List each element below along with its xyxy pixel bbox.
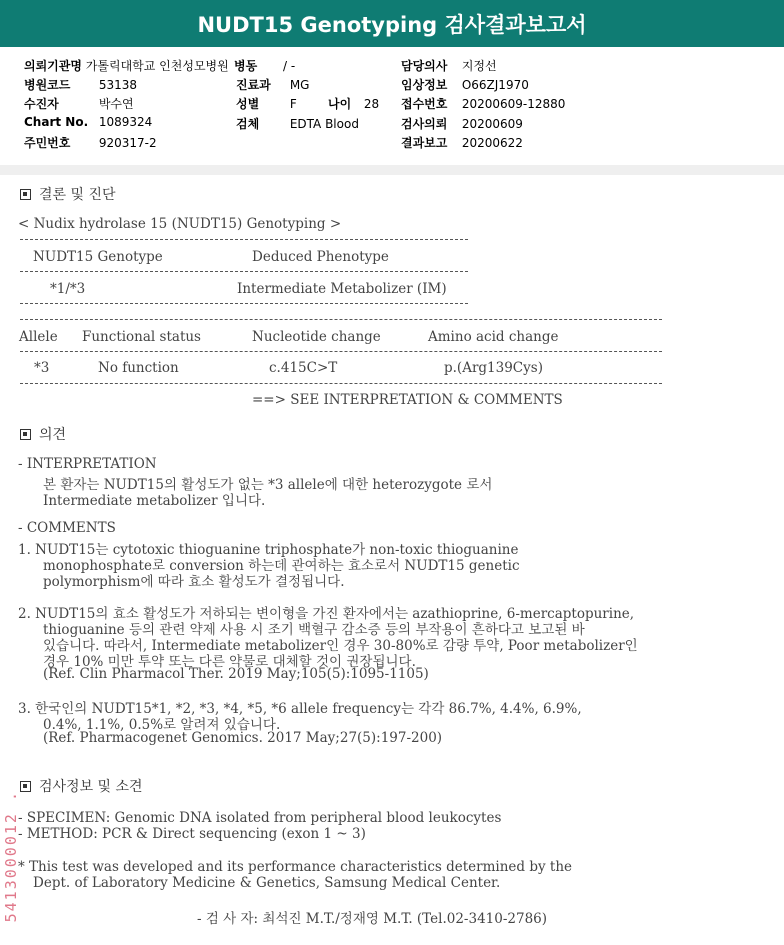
allele-value: *3	[34, 360, 50, 376]
patient-field	[24, 95, 134, 112]
conclusion-section-heading	[20, 184, 116, 204]
opinion-section-heading	[20, 424, 66, 444]
age-label: 나이	[328, 97, 352, 111]
divider	[20, 239, 468, 240]
specimen-field	[236, 115, 359, 132]
hospital-code-value: 53138	[98, 78, 138, 92]
opinion-section-title: 의견	[39, 427, 67, 443]
header-separator	[0, 165, 784, 175]
validation-note: Dept. of Laboratory Medicine & Genetics, Samsung Medical Center.	[33, 875, 501, 891]
chart-number-label: Chart No.	[24, 115, 89, 129]
comment-line: 경우 10% 미만 투약 또는 다른 약물로 대체할 것이 권장됩니다.	[43, 654, 416, 670]
ward-label: 병동	[234, 59, 258, 73]
receipt-number-value: 20200609-12880	[461, 97, 566, 111]
square-bullet-icon	[20, 189, 31, 200]
institution-field	[24, 57, 229, 74]
genotype-header: NUDT15 Genotype	[33, 249, 163, 265]
hospital-code-field	[24, 76, 137, 93]
phenotype-value: Intermediate Metabolizer (IM)	[237, 281, 447, 297]
request-date-label: 검사의뢰	[401, 117, 448, 131]
square-bullet-icon	[20, 429, 31, 440]
amino-column-header: Amino acid change	[428, 329, 559, 345]
clinical-info-value: O66ZJ1970	[461, 78, 529, 92]
hospital-code-label: 병원코드	[24, 78, 71, 92]
nucleotide-column-header: Nucleotide change	[252, 329, 381, 345]
divider	[20, 319, 662, 320]
resident-number-field	[24, 134, 157, 151]
barcode-watermark: 5413000012 .	[2, 790, 20, 923]
clinical-info-label: 임상정보	[401, 78, 448, 92]
comments-heading: - COMMENTS	[18, 520, 116, 536]
comment-reference: (Ref. Clin Pharmacol Ther. 2019 May;105(5):1095-1105)	[43, 666, 429, 682]
report-date-value: 20200622	[461, 136, 523, 150]
method-line: - METHOD: PCR & Direct sequencing (exon 1 ~ 3)	[18, 826, 366, 842]
ward-field	[234, 57, 295, 74]
nucleotide-value: c.415C>T	[269, 360, 338, 376]
receipt-number-field	[401, 95, 565, 112]
institution-label: 의뢰기관명	[24, 59, 82, 73]
report-title: NUDT15 Genotyping 검사결과보고서	[197, 12, 587, 37]
comment-line: 있습니다. 따라서, Intermediate metabolizer인 경우 30-80%로 감량 투약, Poor metabolizer인	[43, 638, 638, 654]
divider	[20, 383, 662, 384]
age-field	[328, 95, 379, 112]
comment-line: 2. NUDT15의 효소 활성도가 저하되는 변이형을 가진 환자에서는 azathioprine, 6-mercaptopurine,	[18, 606, 635, 622]
doctor-field	[401, 57, 497, 74]
department-label: 진료과	[236, 78, 271, 92]
phenotype-header: Deduced Phenotype	[252, 249, 389, 265]
examiner-line: - 검 사 자: 최석진 M.T./정재영 M.T. (Tel.02-3410-2786)	[197, 911, 548, 927]
institution-value: 가톨릭대학교 인천성모병원	[85, 59, 229, 73]
chart-number-value: 1089324	[98, 115, 153, 129]
specimen-line: - SPECIMEN: Genomic DNA isolated from peripheral blood leukocytes	[18, 810, 502, 826]
sex-field	[236, 95, 297, 112]
square-bullet-icon	[20, 781, 31, 792]
department-value: MG	[289, 78, 310, 92]
report-header	[0, 47, 784, 167]
comment-line: 1. NUDT15는 cytotoxic thioguanine triphosphate가 non-toxic thioguanine	[18, 542, 519, 558]
age-value: 28	[363, 97, 380, 111]
specimen-label: 검체	[236, 117, 260, 131]
specimen-value: EDTA Blood	[289, 117, 359, 131]
genotype-value: *1/*3	[50, 281, 86, 297]
amino-value: p.(Arg139Cys)	[444, 360, 543, 376]
sex-label: 성별	[236, 97, 260, 111]
department-field	[236, 76, 309, 93]
interpretation-line: 본 환자는 NUDT15의 활성도가 없는 *3 allele에 대한 heterozygote 로서	[43, 477, 493, 493]
info-section-title: 검사정보 및 소견	[39, 779, 143, 795]
sex-value: F	[289, 97, 297, 111]
functional-column-header: Functional status	[82, 329, 201, 345]
interpretation-heading: - INTERPRETATION	[18, 456, 157, 472]
comment-line: polymorphism에 따라 효소 활성도가 결정됩니다.	[43, 574, 345, 590]
comment-reference: (Ref. Pharmacogenet Genomics. 2017 May;27(5):197-200)	[43, 730, 443, 746]
resident-number-label: 주민번호	[24, 136, 71, 150]
divider	[20, 303, 468, 304]
allele-column-header: Allele	[19, 329, 58, 345]
ward-value: / -	[283, 59, 296, 73]
report-date-label: 결과보고	[401, 136, 448, 150]
request-date-value: 20200609	[461, 117, 523, 131]
report-date-field	[401, 134, 523, 151]
comment-line: monophosphate로 conversion 하는데 관여하는 효소로서 NUDT15 genetic	[43, 558, 520, 574]
request-date-field	[401, 115, 523, 132]
patient-label: 수진자	[24, 97, 59, 111]
result-subtitle: < Nudix hydrolase 15 (NUDT15) Genotyping >	[18, 216, 342, 232]
comment-line: thioguanine 등의 관련 약제 사용 시 조기 백혈구 감소증 등의 부작용이 흔하다고 보고된 바	[43, 622, 585, 638]
conclusion-section-title: 결론 및 진단	[39, 187, 116, 203]
divider	[20, 271, 468, 272]
resident-number-value: 920317-2	[98, 136, 157, 150]
doctor-label: 담당의사	[401, 59, 448, 73]
functional-value: No function	[98, 360, 179, 376]
comment-line: 3. 한국인의 NUDT15*1, *2, *3, *4, *5, *6 allele frequency는 각각 86.7%, 4.4%, 6.9%,	[18, 701, 582, 717]
patient-value: 박수연	[98, 97, 134, 111]
see-interpretation-note: ==> SEE INTERPRETATION & COMMENTS	[252, 392, 563, 408]
receipt-number-label: 접수번호	[401, 97, 448, 111]
clinical-info-field	[401, 76, 529, 93]
info-section-heading	[20, 776, 143, 796]
comment-line: 0.4%, 1.1%, 0.5%로 알려져 있습니다.	[43, 717, 281, 733]
doctor-value: 지정선	[461, 59, 497, 73]
report-title-bar	[0, 0, 784, 47]
validation-note: * This test was developed and its performance characteristics determined by the	[18, 859, 573, 875]
divider	[20, 351, 662, 352]
interpretation-line: Intermediate metabolizer 입니다.	[43, 493, 266, 509]
chart-number-field	[24, 115, 152, 129]
